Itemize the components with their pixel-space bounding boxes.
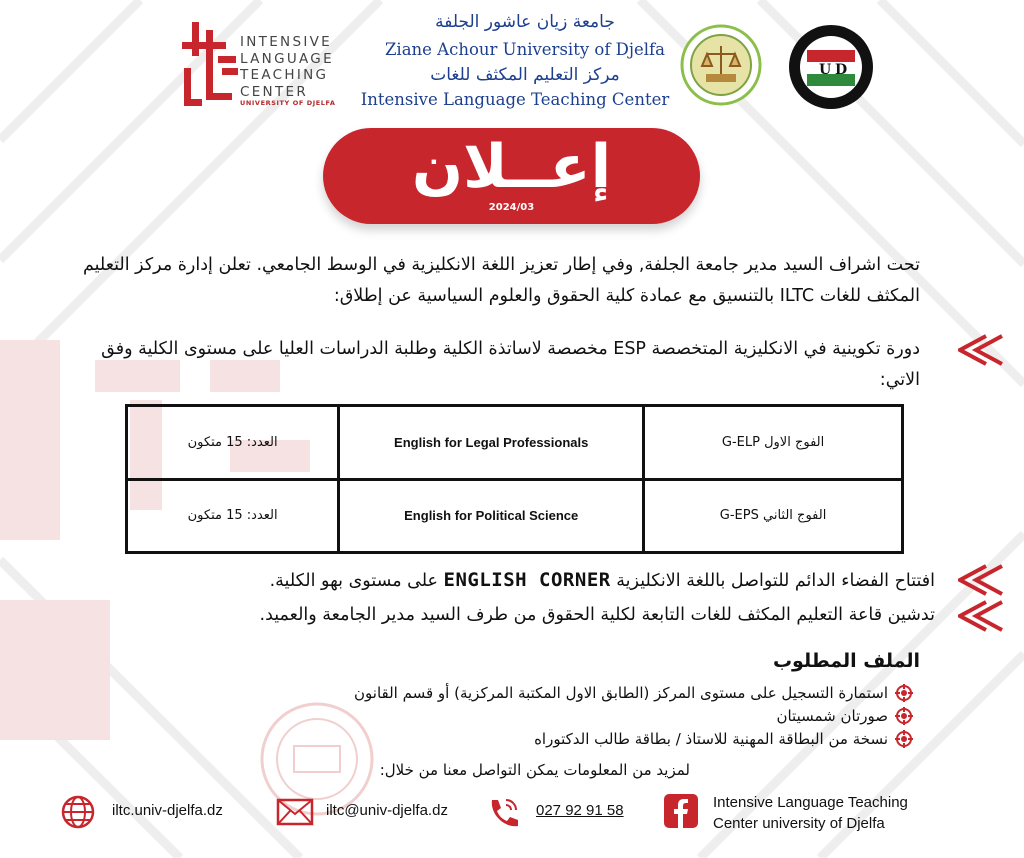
table-row [127,479,903,553]
seal-letter-d: D [835,62,848,78]
center-name-english: Intensive Language Teaching Center [360,90,670,109]
requirement-item: نسخة من البطاقة المهنية للاستاذ / بطاقة طالب الدكتوراه [534,730,888,748]
facebook-page[interactable] [713,792,908,834]
faculty-seal [680,24,762,106]
facebook-line: Center university of Djelfa [713,815,885,832]
group-cell: الفوج الثاني G-EPS [644,479,903,553]
globe-icon [60,794,96,830]
target-bullet-icon [895,730,913,748]
course-bullet: دورة تكوينية في الانكليزية المتخصصة ESP مخصصة لاساتذة الكلية وطلبة الدراسات العليا على مستوى الكلية وفق الاتي: [101,339,920,390]
university-name-english: Ziane Achour University of Djelfa [384,40,666,59]
count-cell: العدد: 15 متكون [127,479,339,553]
requirement-item: صورتان شمسيتان [776,707,888,725]
course-cell: English for Political Science [339,479,644,553]
requirements-title: الملف المطلوب [772,650,920,672]
arrow-bullet-icon [958,600,1004,632]
hall-bullet: تدشين قاعة التعليم المكثف للغات التابعة لكلية الحقوق من طرف السيد مدير الجامعة والعميد. [259,605,935,625]
intro-paragraph: تحت اشراف السيد مدير جامعة الجلفة, وفي إطار تعزيز اللغة الانكليزية في الوسط الجامعي. تعلن إدارة مركز التعليم المكثف للغات ILTC بالتنسيق مع عمادة كلية الحقوق والعلوم السياسية عن إطلاق: [82,255,920,306]
english-corner-name: ENGLISH CORNER [443,569,611,591]
course-cell: English for Legal Professionals [339,406,644,480]
announcement-title: إعــلان [411,132,612,202]
facebook-icon [664,794,698,828]
logo-wordmark [240,34,334,100]
phone-icon [484,794,522,832]
phone-number[interactable]: 027 92 91 58 [536,802,624,819]
english-corner-text-pre: افتتاح الفضاء الدائم للتواصل باللغة الانكليزية [616,571,935,591]
university-seal [788,24,874,110]
contact-intro: لمزيد من المعلومات يمكن التواصل معنا من خلال: [379,761,690,779]
logo-line: CENTER [240,83,309,100]
count-cell: العدد: 15 متكون [127,406,339,480]
arrow-bullet-icon [958,564,1004,596]
mail-icon [276,798,314,826]
logo-subtitle: UNIVERSITY OF DJELFA [240,99,336,107]
english-corner-text-post: على مستوى بهو الكلية. [269,571,438,591]
seal-letter-u: U [819,62,832,78]
announcement-date: 2024/03 [488,202,535,213]
center-name-arabic: مركز التعليم المكثف للغات [430,65,620,85]
logo-line: INTENSIVE [240,34,332,50]
english-corner-bullet [100,566,935,595]
facebook-line: Intensive Language Teaching [713,794,908,811]
groups-table [125,404,904,554]
table-row [127,406,903,480]
website-link[interactable]: iltc.univ-djelfa.dz [112,802,223,819]
arrow-bullet-icon [958,334,1004,366]
logo-line: TEACHING [240,67,329,83]
email-link[interactable]: iltc@univ-djelfa.dz [326,802,448,819]
target-bullet-icon [895,707,913,725]
requirement-item: استمارة التسجيل على مستوى المركز (الطابق الاول المكتبة المركزية) أو قسم القانون [354,684,888,702]
target-bullet-icon [895,684,913,702]
group-cell: الفوج الاول G-ELP [644,406,903,480]
university-name-arabic: جامعة زيان عاشور الجلفة [435,12,615,32]
logo-line: LANGUAGE [240,50,334,67]
